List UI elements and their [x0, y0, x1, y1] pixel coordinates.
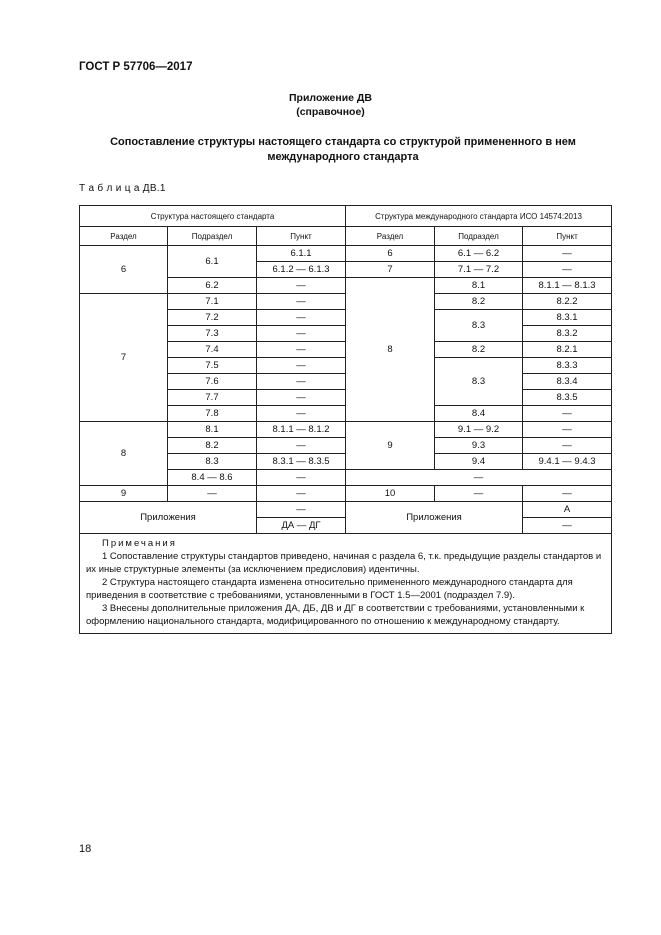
table-cell: 7.1 — 7.2	[435, 262, 523, 278]
table-cell: —	[257, 278, 346, 294]
table-cell: —	[523, 262, 612, 278]
table-cell: 6.1	[168, 246, 257, 278]
table-column-header-row	[80, 227, 612, 246]
table-cell: —	[168, 486, 257, 502]
group-header-international: Структура международного стандарта ИСО 14574:2013	[346, 206, 612, 227]
table-cell: 8.2	[435, 342, 523, 358]
table-cell: —	[346, 470, 612, 486]
table-cell: 9.4.1 — 9.4.3	[523, 454, 612, 470]
table-cell: —	[257, 358, 346, 374]
table-cell: 8.1	[168, 422, 257, 438]
table-cell: 8.3	[435, 310, 523, 342]
table-cell: 8.4 — 8.6	[168, 470, 257, 486]
table-cell: 10	[346, 486, 435, 502]
table-cell: 8.2.1	[523, 342, 612, 358]
note-item: 2 Структура настоящего стандарта изменена относительно примененного международного стандарта для приведения в соответствие с требованиями, установленными в ГОСТ 1.5—2001 (подраздел 7.9).	[86, 577, 573, 601]
page-number: 18	[79, 843, 92, 855]
table-row	[80, 422, 612, 438]
table-cell: 8	[346, 278, 435, 422]
table-cell: 7.8	[168, 406, 257, 422]
table-cell: —	[257, 486, 346, 502]
table-cell: —	[257, 470, 346, 486]
table-cell: А	[523, 502, 612, 518]
table-cell: 7.5	[168, 358, 257, 374]
table-cell: 6	[80, 246, 168, 294]
table-cell: 8.1	[435, 278, 523, 294]
table-cell: 9.3	[435, 438, 523, 454]
table-cell: 7.7	[168, 390, 257, 406]
table-cell: 6.1 — 6.2	[435, 246, 523, 262]
table-cell: 8.1.1 — 8.1.2	[257, 422, 346, 438]
table-cell: —	[523, 422, 612, 438]
table-cell: 8.3	[168, 454, 257, 470]
table-cell: —	[257, 438, 346, 454]
table-cell: —	[523, 486, 612, 502]
table-cell: 8.3.1	[523, 310, 612, 326]
table-cell: 8.3.3	[523, 358, 612, 374]
col-header: Пункт	[523, 227, 612, 246]
table-row-appendices	[80, 502, 612, 518]
table-cell: 7.1	[168, 294, 257, 310]
table-cell: 8	[80, 422, 168, 486]
table-cell: 9.4	[435, 454, 523, 470]
table-cell: —	[257, 310, 346, 326]
table-cell: 7.4	[168, 342, 257, 358]
col-header: Пункт	[257, 227, 346, 246]
col-header: Раздел	[346, 227, 435, 246]
table-cell: 8.2	[168, 438, 257, 454]
col-header: Раздел	[80, 227, 168, 246]
table-cell: —	[257, 342, 346, 358]
table-cell: —	[523, 438, 612, 454]
table-cell: 7.3	[168, 326, 257, 342]
table-cell: 6.1.2 — 6.1.3	[257, 262, 346, 278]
table-cell: 9	[80, 486, 168, 502]
table-cell: ДА — ДГ	[257, 518, 346, 534]
table-cell: —	[523, 246, 612, 262]
document-header: ГОСТ Р 57706—2017	[79, 61, 193, 73]
note-item: 1 Сопоставление структуры стандартов приведено, начиная с раздела 6, т.к. предыдущие разделы стандартов и их иные структурные элементы (за исключением предисловия) идентичны.	[86, 551, 602, 575]
appendix-type: (справочное)	[296, 106, 365, 118]
appendix-label: Приложение ДВ	[289, 92, 372, 104]
table-cell: 8.3.2	[523, 326, 612, 342]
table-cell: —	[257, 374, 346, 390]
table-cell: 7.2	[168, 310, 257, 326]
table-cell: 7	[80, 294, 168, 422]
table-cell: —	[257, 390, 346, 406]
table-cell: —	[257, 502, 346, 518]
col-header: Подраздел	[435, 227, 523, 246]
table-cell: —	[523, 406, 612, 422]
table-cell: 8.1.1 — 8.1.3	[523, 278, 612, 294]
table-cell: 6.2	[168, 278, 257, 294]
group-header-current: Структура настоящего стандарта	[80, 206, 346, 227]
table-row	[80, 246, 612, 262]
table-notes-row	[80, 534, 612, 634]
table-cell: —	[257, 294, 346, 310]
table-cell: 6.1.1	[257, 246, 346, 262]
table-cell: 8.3.5	[523, 390, 612, 406]
table-cell: —	[523, 518, 612, 534]
table-cell: 8.3.4	[523, 374, 612, 390]
table-cell: 7	[346, 262, 435, 278]
table-cell: 9.1 — 9.2	[435, 422, 523, 438]
note-item: 3 Внесены дополнительные приложения ДА, ДБ, ДВ и ДГ в соответствии с требованиями, установленными к оформлению национального стандарта, модифицированного по отношению к международному стандарту.	[86, 603, 585, 627]
table-cell: 6	[346, 246, 435, 262]
notes-title: Примечания	[102, 538, 177, 549]
appendix-title: Сопоставление структуры настоящего стандарта со структурой примененного в нем международного стандарта	[110, 136, 576, 163]
col-header: Подраздел	[168, 227, 257, 246]
comparison-table	[79, 205, 612, 634]
table-cell: —	[257, 326, 346, 342]
table-cell: —	[435, 486, 523, 502]
table-cell: 8.2.2	[523, 294, 612, 310]
table-caption: Т а б л и ц а ДВ.1	[79, 183, 166, 194]
table-cell: 7.6	[168, 374, 257, 390]
table-cell: 8.2	[435, 294, 523, 310]
table-cell: 8.4	[435, 406, 523, 422]
table-group-header-row	[80, 206, 612, 227]
appendices-label-international: Приложения	[346, 502, 523, 534]
table-cell: —	[257, 406, 346, 422]
appendices-label-current: Приложения	[80, 502, 257, 534]
table-cell: 9	[346, 422, 435, 470]
table-row	[80, 486, 612, 502]
table-cell: 8.3	[435, 358, 523, 406]
table-notes	[80, 534, 612, 634]
table-cell: 8.3.1 — 8.3.5	[257, 454, 346, 470]
